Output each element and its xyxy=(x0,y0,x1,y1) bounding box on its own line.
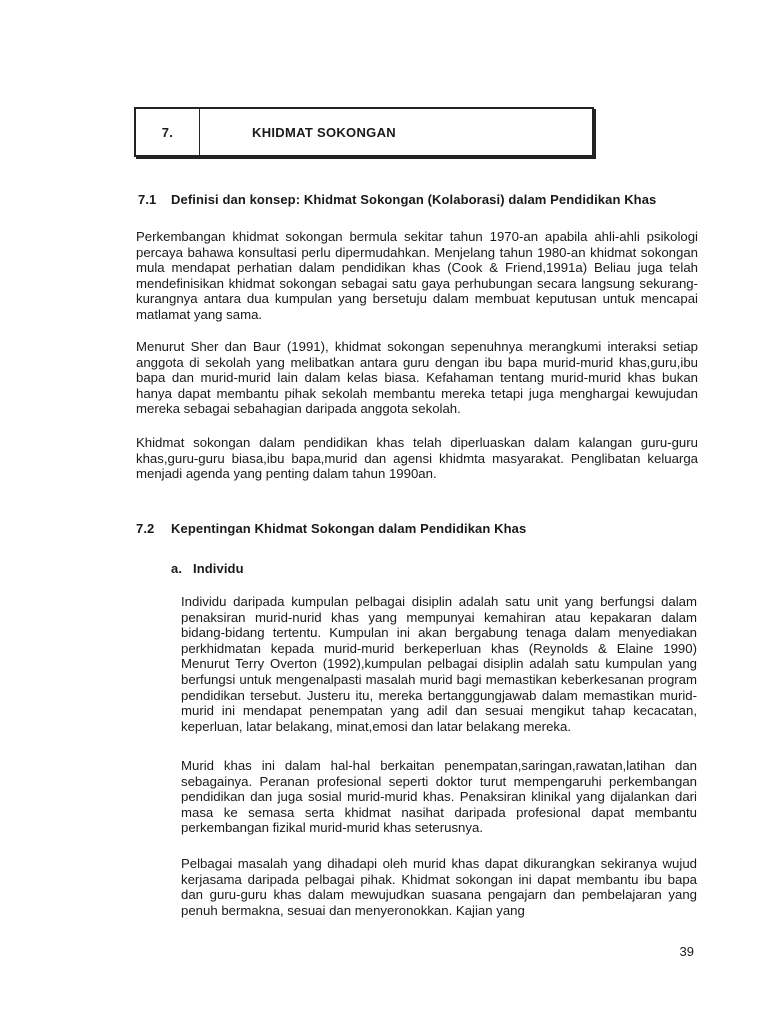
section-7-1-heading xyxy=(138,192,656,207)
section-7-2-number: 7.2 xyxy=(136,521,155,536)
section-7-1-title: Definisi dan konsep: Khidmat Sokongan (Kolaborasi) dalam Pendidikan Khas xyxy=(171,192,657,207)
chapter-title: KHIDMAT SOKONGAN xyxy=(252,124,396,140)
subsection-a-title: Individu xyxy=(193,561,244,576)
subsection-a-paragraph-2: Murid khas ini dalam hal-hal berkaitan penempatan,saringan,rawatan,latihan dan sebagainya. Peranan profesional seperti doktor turut mempengaruhi perkembangan pendidikan dan juga sosial murid-murid khas. Penaksiran klinikal yang dijalankan dari masa ke semasa serta khidmat nasihat daripada profesional dapat membantu perkembangan fizikal murid-murid khas seterusnya. xyxy=(181,758,697,836)
section-7-2-title: Kepentingan Khidmat Sokongan dalam Pendidikan Khas xyxy=(171,521,527,536)
section-7-1-number: 7.1 xyxy=(138,192,157,207)
subsection-a-label: a. xyxy=(171,561,183,576)
subsection-a-paragraph-3: Pelbagai masalah yang dihadapi oleh murid khas dapat dikurangkan sekiranya wujud kerjasama daripada pelbagai pihak. Khidmat sokongan ini dapat membantu ibu bapa dan guru-guru khas dalam mewujudkan suasana pengajarn dan pembelajaran yang penuh bermakna, sesuai dan menyeronokkan. Kajian yang xyxy=(181,856,697,918)
section-7-1-paragraph-2: Menurut Sher dan Baur (1991), khidmat sokongan sepenuhnya merangkumi interaksi setiap anggota di sekolah yang melibatkan antara guru dengan ibu bapa murid-murid khas,guru,ibu bapa dan murid-murid lain dalam kelas biasa. Kefahaman tentang murid-murid khas bukan hanya dapat membantu pihak sekolah membantu mereka tetapi juga menghargai kewujudan mereka sebagai sebahagian daripada anggota sekolah. xyxy=(136,339,698,417)
page-number: 39 xyxy=(679,944,694,959)
chapter-number: 7. xyxy=(136,109,200,155)
section-7-2-heading xyxy=(136,521,526,536)
subsection-a-heading xyxy=(171,561,244,576)
chapter-header-table xyxy=(134,107,594,157)
section-7-1-paragraph-3: Khidmat sokongan dalam pendidikan khas telah diperluaskan dalam kalangan guru-guru khas,guru-guru biasa,ibu bapa,murid dan agensi khidmta masyarakat. Penglibatan keluarga menjadi agenda yang penting dalam tahun 1990an. xyxy=(136,435,698,482)
subsection-a-paragraph-1: Individu daripada kumpulan pelbagai disiplin adalah satu unit yang berfungsi dalam penaksiran murid-nurid khas yang mempunyai kemahiran atau kepakaran dalam bidang-bidang tertentu. Kumpulan ini akan bergabung tenaga dalam menyediakan perkhidmatan kepada murid-murid berkeperluan khas (Reynolds & Elaine 1990) Menurut Terry Overton (1992),kumpulan pelbagai disiplin adalah satu kumpulan yang berfungsi untuk mengenalpasti masalah murid bagi memastikan keberkesanan program pendidikan tersebut. Justeru itu, mereka bertanggungjawab dalam memastikan murid-murid ini mendapat penempatan yang adil dan sesuai mengikut tahap kecacatan, keperluan, latar belakang, minat,emosi dan latar belakang mereka. xyxy=(181,594,697,734)
section-7-1-paragraph-1: Perkembangan khidmat sokongan bermula sekitar tahun 1970-an apabila ahli-ahli psikologi percaya bahawa konsultasi perlu dipermudahkan. Menjelang tahun 1980-an khidmat sokongan mula mendapat perhatian dalam pendidikan khas (Cook & Friend,1991a) Beliau juga telah mendefinisikan khidmat sokongan sebagai satu gaya perhubungan secara langsung sekurang-kurangnya antara dua kumpulan yang bersetuju dalam membuat keputusan untuk mencapai matlamat yang sama. xyxy=(136,229,698,322)
